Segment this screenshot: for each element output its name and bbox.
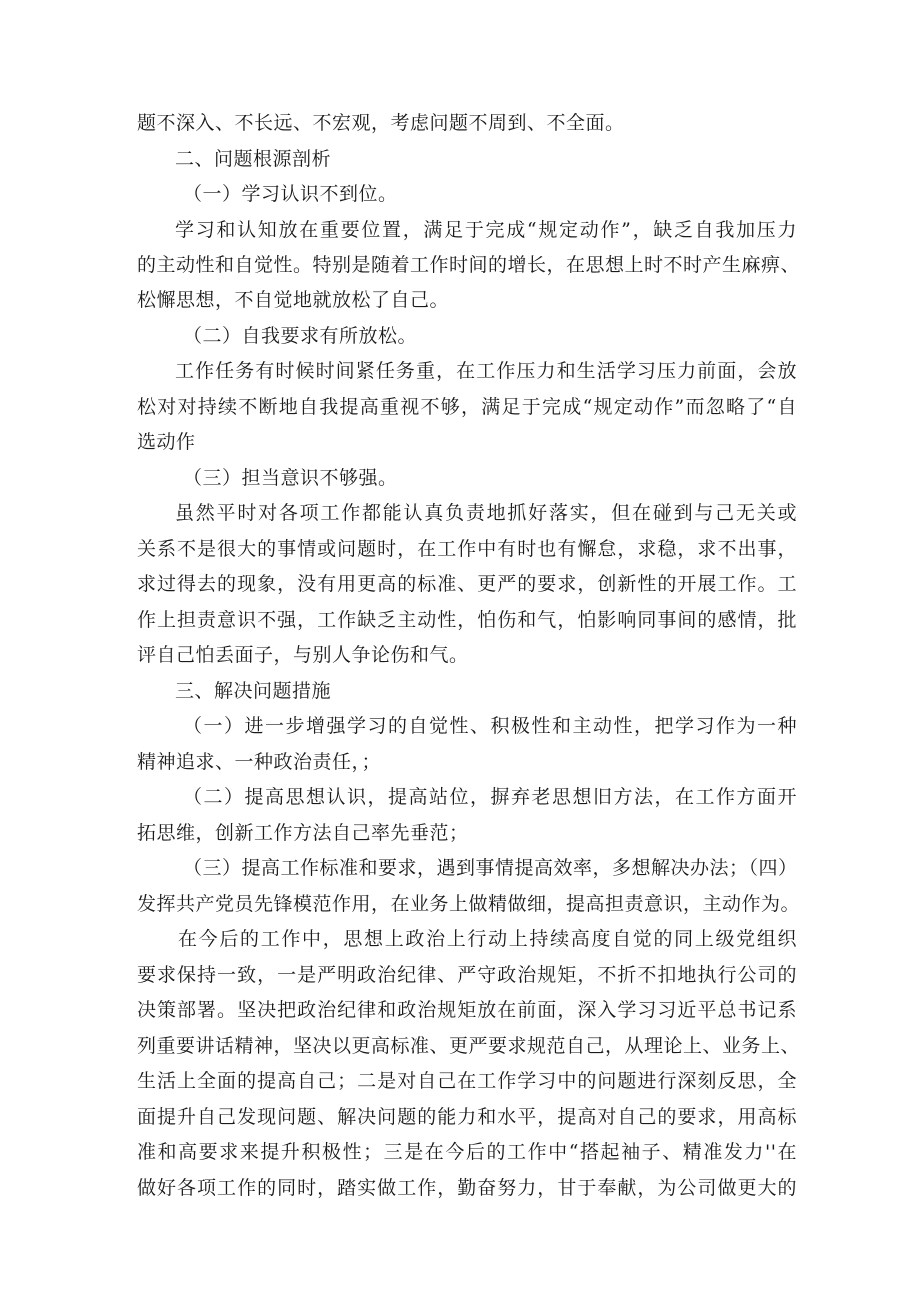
text-line: 选动作	[137, 431, 196, 453]
text-line: 拓思维，创新工作方法自己率先垂范；	[137, 822, 469, 844]
section-heading: 三、解决问题措施	[175, 680, 332, 702]
text-line: 做好各项工作的同时，踏实做工作，勤奋努力，甘于奉献，为公司做更大的	[137, 1177, 797, 1199]
text-line: 评自己怕丢面子，与别人争论伤和气。	[137, 644, 469, 666]
subsection-heading: （二）自我要求有所放松。	[183, 325, 418, 347]
text-line: 求过得去的现象，没有用更高的标准、更严的要求，创新性的开展工作。工	[137, 573, 797, 595]
text-line: 松懈思想，不自觉地就放松了自己。	[137, 289, 450, 311]
text-line: 关系不是很大的事情或问题时，在工作中有时也有懈怠，求稳，求不出事，	[137, 538, 797, 560]
text-line: 准和高要求来提升积极性；三是在今后的工作中“搭起袖子、精准发力''在	[137, 1141, 797, 1163]
text-line: 松对对持续不断地自我提高重视不够，满足于完成“规定动作”而忽略了“自	[137, 396, 797, 418]
text-line: 在今后的工作中，思想上政治上行动上持续高度自觉的同上级党组织	[178, 928, 797, 950]
text-line: 列重要讲话精神，坚决以更高标准、更严要求规范自己，从理论上、业务上、	[137, 1035, 801, 1057]
text-line: （一）进一步增强学习的自觉性、积极性和主动性，把学习作为一种	[183, 715, 797, 737]
text-line: 决策部署。坚决把政治纪律和政治规矩放在前面，深入学习习近平总书记系	[137, 999, 797, 1021]
subsection-heading: （一）学习认识不到位。	[183, 183, 398, 205]
text-line: 题不深入、不长远、不宏观，考虑问题不周到、不全面。	[137, 112, 625, 134]
text-line: 要求保持一致，一是严明政治纪律、严守政治规矩，不折不扣地执行公司的	[137, 964, 797, 986]
text-line: 的主动性和自觉性。特别是随着工作时间的增长，在思想上时不时产生麻痹、	[137, 254, 801, 276]
text-line: 学习和认知放在重要位置，满足于完成“规定动作”，缺乏自我加压力	[175, 219, 797, 241]
subsection-heading: （三）担当意识不够强。	[183, 467, 398, 489]
text-line: 生活上全面的提高自己；二是对自己在工作学习中的问题进行深刻反思，全	[137, 1070, 797, 1092]
text-line: 面提升自己发现问题、解决问题的能力和水平，提高对自己的要求，用高标	[137, 1106, 797, 1128]
text-line: 工作任务有时候时间紧任务重，在工作压力和生活学习压力前面，会放	[175, 360, 797, 382]
text-line: 发挥共产党员先锋模范作用，在业务上做精做细，提高担责意识，主动作为。	[137, 893, 801, 915]
section-heading: 二、问题根源剖析	[175, 148, 332, 170]
text-line: 精神追求、一种政治责任，；	[137, 751, 382, 773]
text-line: 作上担责意识不强，工作缺乏主动性，怕伤和气，怕影响同事间的感情，批	[137, 609, 797, 631]
text-line: （三）提高工作标准和要求，遇到事情提高效率，多想解决办法；（四）	[183, 857, 798, 879]
text-line: 虽然平时对各项工作都能认真负责地抓好落实，但在碰到与己无关或	[175, 502, 797, 524]
text-line: （二）提高思想认识，提高站位，摒弃老思想旧方法，在工作方面开	[183, 786, 797, 808]
